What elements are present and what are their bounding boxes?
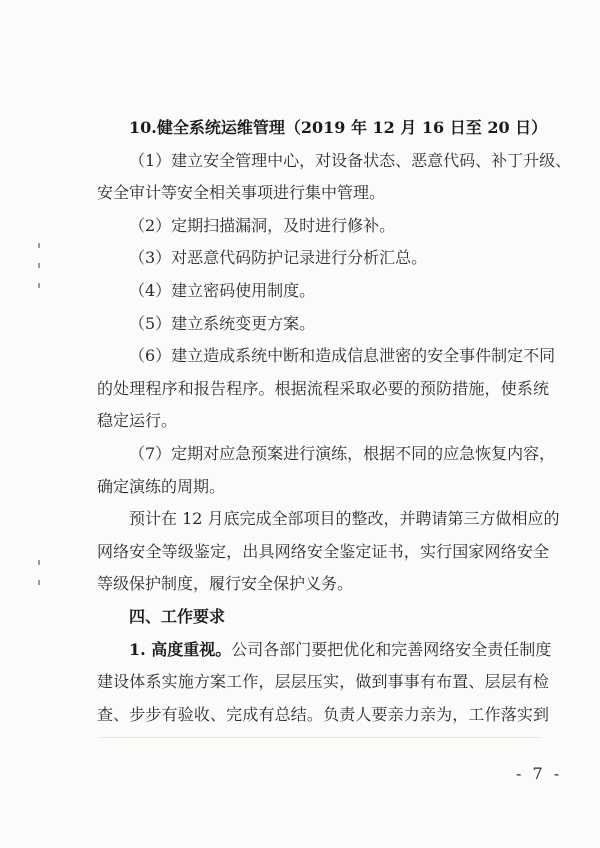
binding-mark	[38, 580, 40, 585]
binding-mark	[38, 263, 40, 268]
text-line: 网络安全等级鉴定，出具网络安全鉴定证书，实行国家网络安全	[97, 541, 549, 561]
text-line: （6）建立造成系统中断和造成信息泄密的安全事件制定不同	[129, 346, 556, 366]
binding-mark	[38, 243, 40, 248]
heading-lead: 1. 高度重视。	[129, 639, 232, 659]
text-line: 等级保护制度，履行安全保护义务。	[97, 574, 354, 594]
text-line: 安全审计等安全相关事项进行集中管理。	[97, 183, 386, 203]
text-line: 10.健全系统运维管理（2019 年 12 月 16 日至 20 日）	[129, 118, 548, 137]
text-line: 四、工作要求	[129, 606, 226, 626]
text-line: 查、步步有验收、完成有总结。负责人要亲力亲为，工作落实到	[97, 704, 549, 724]
text-line: 确定演练的周期。	[97, 476, 226, 496]
bleed-through-line	[100, 737, 540, 738]
text-line: （3）对恶意代码防护记录进行分析汇总。	[129, 248, 428, 268]
text-line	[97, 638, 552, 671]
text-line: （2）定期扫描漏洞，及时进行修补。	[129, 215, 396, 235]
binding-mark	[38, 560, 40, 565]
text-line: （1）建立安全管理中心，对设备状态、恶意代码、补丁升级、	[129, 150, 572, 170]
line-text: 公司各部门要把优化和完善网络安全责任制度	[231, 639, 552, 659]
text-line: （7）定期对应急预案进行演练，根据不同的应急恢复内容，	[129, 443, 556, 463]
page-number: - 7 -	[516, 764, 563, 783]
text-line: 预计在 12 月底完成全部项目的整改，并聘请第三方做相应的	[129, 509, 560, 529]
document-body	[97, 116, 572, 735]
text-line: 的处理程序和报告程序。根据流程采取必要的预防措施，使系统	[97, 378, 549, 398]
text-line: 稳定运行。	[97, 411, 178, 431]
binding-mark	[38, 283, 40, 288]
text-line: （4）建立密码使用制度。	[129, 280, 316, 300]
text-line: （5）建立系统变更方案。	[129, 313, 316, 333]
text-line: 建设体系实施方案工作，层层压实，做到事事有布置、层层有检	[97, 672, 549, 692]
